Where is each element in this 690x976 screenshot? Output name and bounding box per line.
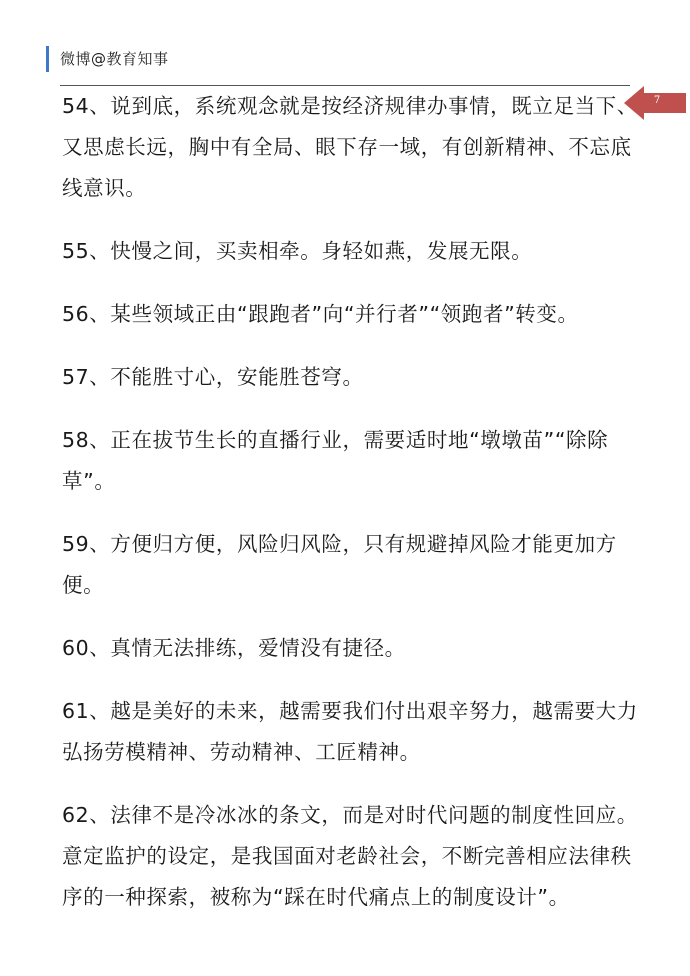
item-text-line: 58、正在拔节生长的直播行业，需要适时地“墩墩苗”“除除 [62, 428, 609, 452]
item-text-line: 草”。 [62, 469, 116, 493]
item-text-line: 线意识。 [62, 176, 147, 200]
item-text-line: 56、某些领域正由“跟跑者”向“并行者”“领跑者”转变。 [62, 302, 579, 326]
list-item [62, 795, 642, 918]
item-text-line: 55、快慢之间，买卖相牵。身轻如燕，发展无限。 [62, 239, 533, 263]
list-item [62, 524, 642, 606]
list-item [62, 86, 642, 209]
item-text-line: 54、说到底，系统观念就是按经济规律办事情，既立足当下、 [62, 94, 638, 118]
quote-list [62, 86, 642, 918]
item-text-line: 62、法律不是冷冰冰的条文，而是对时代问题的制度性回应。 [62, 803, 638, 827]
item-text-line: 59、方便归方便，风险归风险，只有规避掉风险才能更加方 [62, 532, 617, 556]
item-text-line: 意定监护的设定，是我国面对老龄社会，不断完善相应法律秩 [62, 844, 632, 868]
list-item [62, 294, 642, 335]
page-header-title: 微博@教育知事 [60, 50, 169, 68]
list-item [62, 691, 642, 773]
item-text-line: 60、真情无法排练，爱情没有捷径。 [62, 636, 406, 660]
list-item [62, 628, 642, 669]
item-text-line: 57、不能胜寸心，安能胜苍穹。 [62, 365, 364, 389]
list-item [62, 231, 642, 272]
item-text-line: 弘扬劳模精神、劳动精神、工匠精神。 [62, 740, 421, 764]
item-text-line: 61、越是美好的未来，越需要我们付出艰辛努力，越需要大力 [62, 699, 638, 723]
item-text-line: 序的一种探索，被称为“踩在时代痛点上的制度设计”。 [62, 885, 570, 909]
list-item [62, 357, 642, 398]
page-number: 7 [653, 95, 661, 106]
item-text-line: 又思虑长远，胸中有全局、眼下存一域，有创新精神、不忘底 [62, 135, 632, 159]
header-accent-bar [46, 46, 49, 72]
list-item [62, 420, 642, 502]
item-text-line: 便。 [62, 573, 105, 597]
